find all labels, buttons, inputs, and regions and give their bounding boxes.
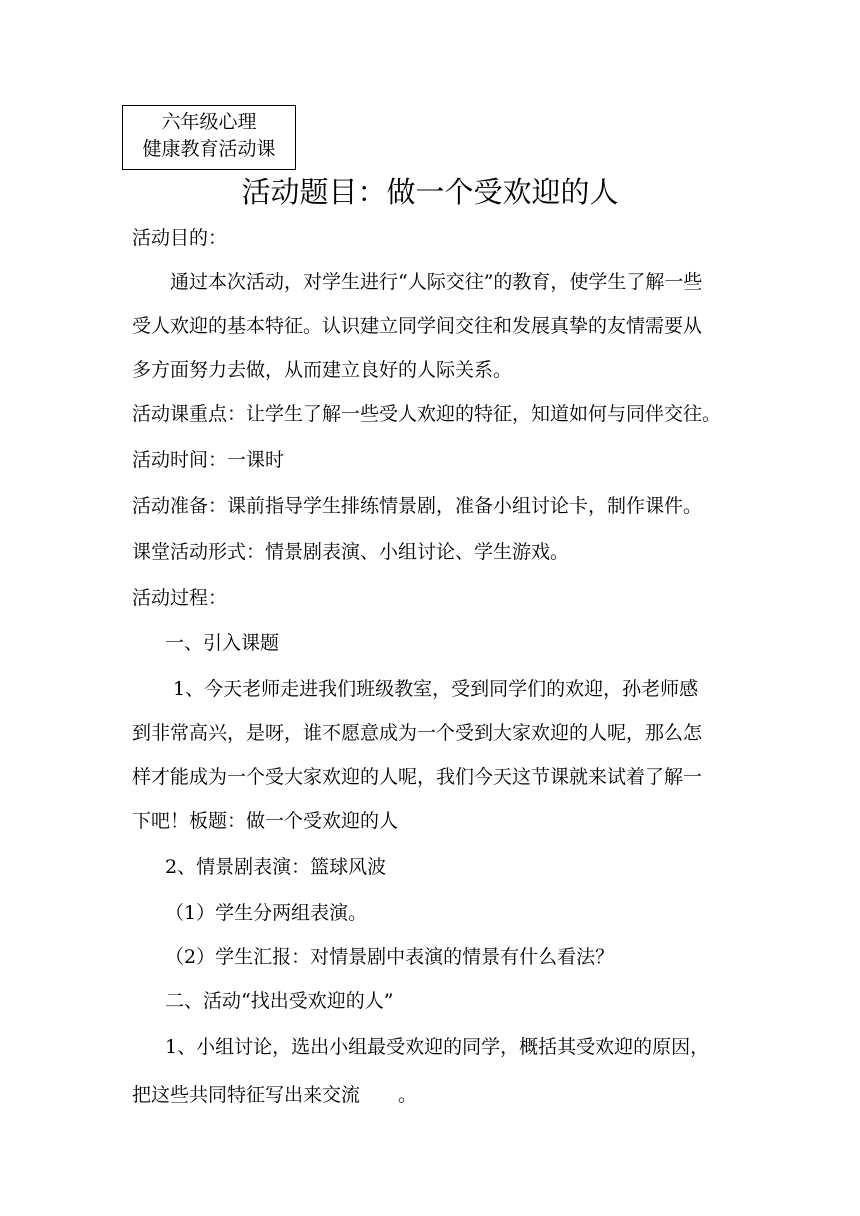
activity-title: 活动题目：做一个受欢迎的人: [241, 175, 619, 209]
goal-heading: 活动目的：: [132, 227, 228, 249]
process-heading: 活动过程：: [132, 587, 228, 609]
grade-label-box: [122, 105, 296, 170]
grade-label-line-1: 六年级心理: [161, 111, 257, 133]
form-line: 课堂活动形式：情景剧表演、小组讨论、学生游戏。: [132, 541, 570, 563]
time-line: 活动时间：一课时: [132, 449, 285, 471]
preparation-line: 活动准备：课前指导学生排练情景剧，准备小组讨论卡，制作课件。: [132, 495, 703, 517]
section-2-heading: 二、活动“找出受欢迎的人”: [165, 990, 394, 1012]
grade-label-line-2: 健康教育活动课: [142, 138, 276, 160]
step-2-line: 2、情景剧表演：篮球风波: [165, 856, 387, 878]
goal-paragraph-line-3: 多方面努力去做，从而建立良好的人际关系。: [132, 359, 513, 381]
step-1-line-3: 样才能成为一个受大家欢迎的人呢，我们今天这节课就来试着了解一: [132, 766, 703, 788]
step-3-line-1: 1、小组讨论，选出小组最受欢迎的同学，概括其受欢迎的原因，: [165, 1036, 710, 1058]
focus-line: 活动课重点：让学生了解一些受人欢迎的特征，知道如何与同伴交往。: [132, 403, 722, 425]
section-1-heading: 一、引入课题: [165, 632, 280, 654]
goal-paragraph-line-2: 受人欢迎的基本特征。认识建立同学间交往和发展真挚的友情需要从: [132, 315, 703, 337]
step-1-line-1: 1、今天老师走进我们班级教室，受到同学们的欢迎，孙老师感: [173, 678, 699, 700]
step-1-line-2: 到非常高兴，是呀，谁不愿意成为一个受到大家欢迎的人呢，那么怎: [132, 722, 703, 744]
step-2-item-2: （2）学生汇报：对情景剧中表演的情景有什么看法？: [165, 946, 615, 968]
step-3-line-2: 把这些共同特征写出来交流 。: [132, 1084, 418, 1106]
step-2-item-1: （1）学生分两组表演。: [165, 902, 368, 924]
goal-paragraph-line-1: 通过本次活动，对学生进行“人际交往”的教育，使学生了解一些: [170, 271, 703, 293]
step-1-line-4: 下吧！板题：做一个受欢迎的人: [132, 810, 399, 832]
